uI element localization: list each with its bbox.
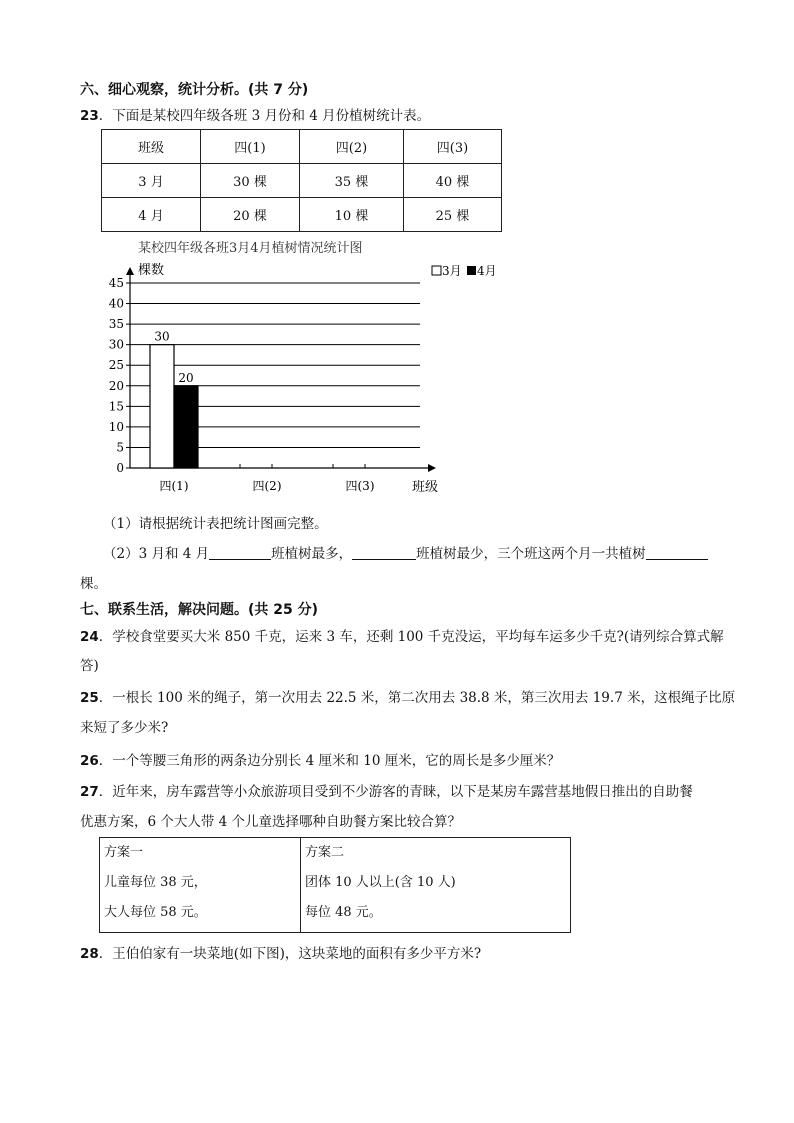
y-tick-label: 40 [108,296,124,311]
question-26 [80,749,560,769]
table-header-cell: 四(2) [300,130,404,164]
table-header-row [102,130,502,164]
question-number: 26 [80,753,99,769]
plan-1-adult-price: 大人每位 58 元。 [104,905,207,920]
sub2-text-c: 班植树最少，三个班这两个月一共植树 [416,546,646,562]
question-text: ．学校食堂要买大米 850 千克，运来 3 车，还剩 100 千克没运，平均每车运多少千克?(请列综合算式解 [98,629,724,645]
question-number: 25 [80,690,99,706]
sub2-text-b: 班植树最多， [271,546,353,562]
answer-blank-least[interactable] [352,545,416,560]
question-text: ．近年来，房车露营等小众旅游项目受到不少游客的青睐，以下是某房车露营基地假日推出的自助餐 [98,784,693,800]
answer-blank-most[interactable] [209,545,271,560]
legend-label-march: 3月 [442,264,462,278]
table-cell: 10 棵 [300,198,404,232]
table-cell: 30 棵 [201,164,300,198]
table-cell: 3 月 [102,164,201,198]
planting-bar-chart [108,236,500,496]
y-tick-label: 30 [108,337,124,352]
question-text: ．王伯伯家有一块菜地(如下图)，这块菜地的面积有多少平方米? [98,946,482,962]
table-cell: 4 月 [102,198,201,232]
bar-value-label: 30 [154,329,170,344]
question-23 [80,104,430,124]
question-number: 27 [80,784,99,800]
question-number: 23 [80,108,99,124]
section-7-title: 七、联系生活，解决问题。(共 25 分) [80,602,319,618]
chart-legend [432,264,497,278]
question-27 [80,780,693,800]
sub-question-2-end: 棵。 [80,576,107,592]
table-row [102,164,502,198]
buffet-plan-table [99,837,571,933]
x-tick-label: 四(2) [252,479,282,493]
chart-title: 某校四年级各班3月4月植树情况统计图 [138,241,363,256]
sub-question-1: （1）请根据统计表把统计图画完整。 [103,516,328,532]
sub2-text-a: （2）3 月和 4 月 [103,546,210,562]
question-text: ．一根长 100 米的绳子，第一次用去 22.5 米，第二次用去 38.8 米，第三次用去 19.7 米，这根绳子比原 [98,690,736,706]
question-text: ．下面是某校四年级各班 3 月份和 4 月份植树统计表。 [98,108,431,124]
table-header-cell: 四(1) [201,130,300,164]
question-25-cont: 来短了多少米? [80,720,169,736]
question-24 [80,625,724,645]
y-tick-label: 45 [108,276,124,290]
question-number: 24 [80,629,99,645]
y-axis-label: 棵数 [138,263,165,278]
table-header-cell: 四(3) [404,130,502,164]
y-tick-label: 25 [108,358,124,373]
y-tick-label: 15 [108,399,124,414]
x-axis-arrow [428,464,436,472]
x-tick-label: 四(3) [345,479,375,493]
x-tick-label: 四(1) [159,479,189,493]
y-tick-label: 35 [108,317,124,332]
table-cell: 35 棵 [300,164,404,198]
table-cell: 40 棵 [404,164,502,198]
x-axis-label: 班级 [412,480,439,495]
plan-2-price: 每位 48 元。 [305,905,382,920]
table-header-cell: 班级 [102,130,201,164]
y-tick-label: 5 [116,440,124,455]
question-25 [80,686,735,706]
planting-table [101,129,502,232]
y-tick-label: 20 [108,378,124,393]
plan-1-cell [100,838,301,933]
question-text: ．一个等腰三角形的两条边分别长 4 厘米和 10 厘米，它的周长是多少厘米？ [98,753,561,769]
table-cell: 25 棵 [404,198,502,232]
question-24-cont: 答) [80,658,99,674]
bar-3月 [150,345,174,468]
legend-swatch-march [432,266,441,275]
plan-2-title: 方案二 [305,845,345,860]
question-28 [80,942,481,962]
sub-question-2 [103,542,708,562]
table-row [100,838,571,933]
answer-blank-total[interactable] [646,545,708,560]
plan-1-title: 方案一 [104,845,144,860]
y-axis-arrow [126,267,134,275]
table-cell: 20 棵 [201,198,300,232]
bar-4月 [174,386,198,468]
table-row [102,198,502,232]
y-tick-label: 0 [116,461,124,475]
bar-value-label: 20 [178,370,194,385]
plan-2-cell [301,838,571,933]
section-6-title: 六、细心观察，统计分析。(共 7 分) [80,82,309,98]
question-27-cont: 优惠方案，6 个大人带 4 个儿童选择哪种自助餐方案比较合算？ [80,814,462,830]
plan-1-child-price: 儿童每位 38 元， [104,875,207,890]
plan-2-condition: 团体 10 人以上(含 10 人) [305,875,456,890]
y-tick-label: 10 [108,419,124,434]
question-number: 28 [80,946,99,962]
legend-swatch-april [467,266,476,275]
legend-label-april: 4月 [477,264,497,278]
